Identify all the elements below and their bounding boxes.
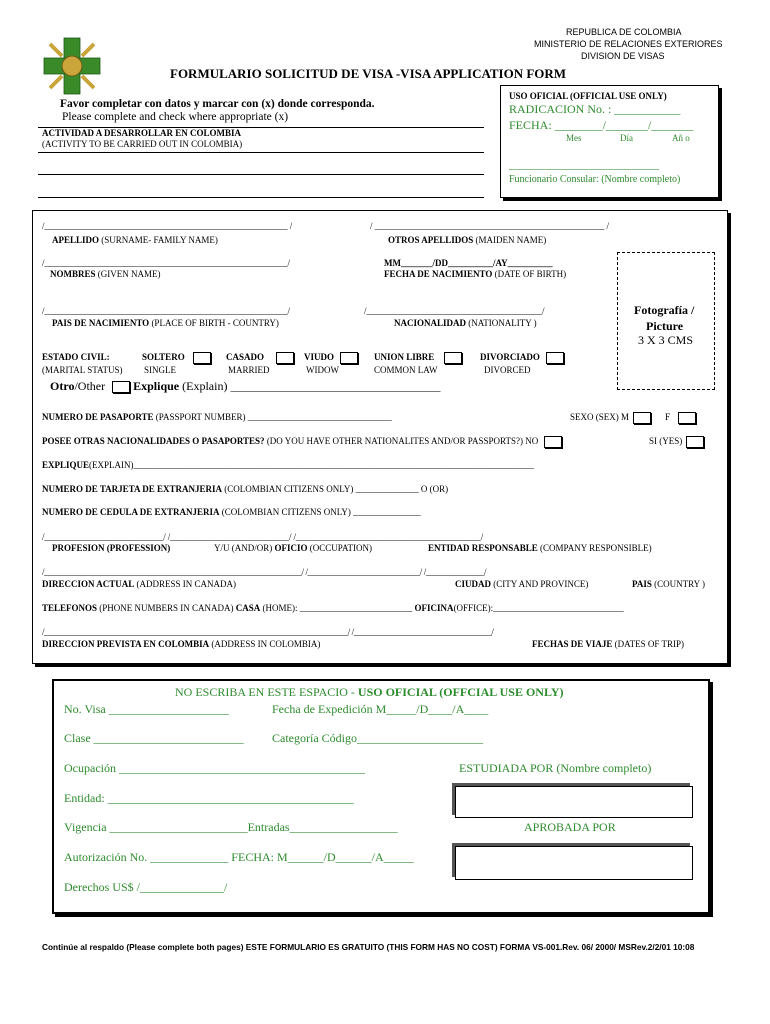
issue-date-field[interactable]: Fecha de Expedición M_____/D____/A____ — [272, 702, 489, 716]
married-label-en: MARRIED — [228, 365, 270, 375]
passport-label-bold: NUMERO DE PASAPORTE — [42, 412, 154, 422]
official-bottom-title-b: USO OFICIAL (OFFCIAL USE ONLY) — [357, 685, 564, 699]
explain2-field[interactable]: (EXPLAIN)_________________________________________________________________________________________ — [89, 460, 535, 470]
marital-status-label-en: (MARITAL STATUS) — [42, 365, 123, 375]
explain-label-en: (Explain) — [182, 379, 228, 393]
profession-label: (PROFESSION) — [106, 543, 171, 553]
fees-field[interactable]: Derechos US$ /______________/ — [64, 880, 228, 894]
address-label-bold: DIRECCION ACTUAL — [42, 579, 135, 589]
surname-label-bold: APELLIDO — [52, 235, 100, 245]
visa-number-field[interactable]: No. Visa ____________________ — [64, 702, 229, 716]
other-nationalities-label-bold: POSEE OTRAS NACIONALIDADES O PASAPORTES? — [42, 436, 265, 447]
intro-en: Please complete and check where appropriate (x) — [62, 111, 289, 123]
studied-by-label: ESTUDIADA POR (Nombre completo) — [459, 761, 652, 775]
foreigner-card-label-bold: NUMERO DE TARJETA DE EXTRANJERIA — [42, 484, 223, 494]
other-label-es: Otro — [50, 379, 75, 393]
dob-label-bold: FECHA DE NACIMIENTO — [384, 269, 493, 279]
home-label-bold: CASA — [235, 603, 261, 613]
category-code-field[interactable]: Categoría Código_____________________ — [272, 731, 483, 745]
intro-es: Favor completar con datos y marcar con (x) donde corresponda. — [60, 98, 375, 110]
single-label-en: SINGLE — [144, 365, 176, 375]
divorced-checkbox[interactable] — [546, 352, 564, 364]
dia-label: Día — [620, 133, 633, 143]
common-law-label-en: COMMON LAW — [374, 365, 438, 375]
passport-field[interactable]: (PASSPORT NUMBER) ________________________________ — [155, 412, 392, 422]
phones-label-bold: TELEFONOS — [42, 603, 98, 613]
profession-lines[interactable]: /___________________________/ /___________________________/ /__________________________________________/ — [42, 532, 484, 542]
given-label-bold: NOMBRES — [50, 269, 96, 279]
footer-note: Continúe al respaldo (Please complete both pages) ESTE FORMULARIO ES GRATUITO (THIS FORM HAS NO COST) FORMA VS-001.Rev. 06/ 2000/ MSRev.2/2/01 10:08 — [42, 942, 695, 952]
given-name-line[interactable]: /______________________________________________________/ — [42, 258, 291, 268]
foreigner-card-field[interactable]: (COLOMBIAN CITIZENS ONLY) ______________ O (OR) — [224, 484, 449, 494]
entity-field[interactable]: Entidad: _________________________________________ — [64, 791, 354, 805]
marital-status-label: ESTADO CIVIL: — [42, 352, 110, 362]
profession-label-bold: PROFESION — [52, 543, 105, 553]
other-checkbox[interactable] — [112, 381, 130, 393]
home-phone-field[interactable]: (HOME): _________________________ — [262, 603, 413, 613]
colombia-address-label-bold: DIRECCION PREVISTA EN COLOMBIA — [42, 639, 210, 649]
other-label-en: /Other — [74, 379, 106, 393]
company-label-bold: ENTIDAD RESPONSABLE — [428, 543, 538, 553]
dob-label: (DATE OF BIRTH) — [494, 269, 567, 279]
colombia-address-lines[interactable]: /___________________________________________________________________________/ /__________________________________/ — [42, 627, 494, 637]
birthplace-label: (PLACE OF BIRTH - COUNTRY) — [151, 318, 279, 328]
nationality-label-bold: NACIONALIDAD — [394, 318, 467, 328]
photo-label-en: Picture — [646, 319, 684, 333]
radicacion-field[interactable]: RADICACION No. : ___________ — [509, 102, 681, 116]
activity-line-1[interactable] — [38, 174, 484, 175]
common-law-label: UNION LIBRE — [374, 352, 435, 363]
other-nationalities-yes-label: SI (YES) — [649, 436, 683, 447]
widow-label-en: WIDOW — [306, 365, 339, 375]
maiden-label: (MAIDEN NAME) — [475, 235, 547, 245]
divorced-label-en: DIVORCED — [484, 365, 531, 375]
official-top-title: USO OFICIAL (OFFICIAL USE ONLY) — [509, 91, 667, 101]
birthplace-label-bold: PAIS DE NACIMIENTO — [52, 318, 150, 328]
republic-line: REPUBLICA DE COLOMBIA — [566, 27, 682, 37]
sex-f-label: F — [665, 412, 671, 423]
occupation-prefix: Y/U (AND/OR) — [214, 543, 273, 553]
ministry-line: MINISTERIO DE RELACIONES EXTERIORES — [534, 39, 723, 49]
nationality-line[interactable]: /_______________________________________/ — [364, 306, 545, 316]
office-phone-field[interactable]: (OFFICE):_____________________________ — [453, 603, 624, 613]
address-label: (ADDRESS IN CANADA) — [136, 579, 237, 589]
single-label: SOLTERO — [142, 352, 185, 363]
photo-size: 3 X 3 CMS — [638, 333, 694, 347]
single-checkbox[interactable] — [193, 352, 211, 364]
city-label: (CITY AND PROVINCE) — [493, 579, 589, 589]
common-law-checkbox[interactable] — [444, 352, 462, 364]
address-lines[interactable]: /______________________________________________________________/ /___________________________/ /______________/ — [42, 567, 487, 577]
activity-label-es: ACTIVIDAD A DESARROLLAR EN COLOMBIA — [42, 128, 242, 138]
other-nationalities-yes-checkbox[interactable] — [686, 436, 704, 448]
other-nationalities-label: (DO YOU HAVE OTHER NATIONALITES AND/OR PASSPORTS?) NO — [266, 436, 539, 447]
trip-dates-label-bold: FECHAS DE VIAJE — [532, 639, 613, 649]
city-label-bold: CIUDAD — [455, 579, 491, 589]
activity-line-2[interactable] — [38, 197, 484, 198]
activity-label-en: (ACTIVITY TO BE CARRIED OUT IN COLOMBIA) — [42, 139, 243, 149]
validity-entries-field[interactable]: Vigencia _______________________Entradas__________________ — [64, 820, 398, 834]
colombia-address-label: (ADDRESS IN COLOMBIA) — [211, 639, 321, 649]
surname-label: (SURNAME- FAMILY NAME) — [101, 235, 218, 245]
occupation-official-field[interactable]: Ocupación _________________________________________ — [64, 761, 365, 775]
sex-f-checkbox[interactable] — [678, 412, 696, 424]
foreigner-id-field[interactable]: (COLOMBIAN CITIZENS ONLY) _______________ — [221, 507, 421, 517]
country-label: (COUNTRY ) — [654, 579, 706, 589]
birthplace-line[interactable]: /______________________________________________________/ — [42, 306, 291, 316]
explain2-label-bold: EXPLIQUE — [42, 460, 90, 470]
sex-m-checkbox[interactable] — [633, 412, 651, 424]
mes-label: Mes — [566, 133, 582, 143]
authorization-field[interactable]: Autorización No. _____________ FECHA: M______/D______/A_____ — [64, 850, 414, 864]
ano-label: Añ o — [672, 133, 690, 143]
colombia-seal-logo — [40, 36, 104, 96]
occupation-label: (OCCUPATION) — [309, 543, 372, 553]
maiden-label-bold: OTROS APELLIDOS — [388, 235, 474, 245]
surname-line[interactable]: /______________________________________________________ / — [42, 221, 293, 231]
fecha-field[interactable]: FECHA: ________/_______/_______ — [509, 118, 694, 132]
photo-label-es: Fotografía / — [634, 303, 695, 317]
approved-by-label: APROBADA POR — [524, 820, 616, 834]
funcionario-signature-line[interactable]: ______________________________ — [509, 160, 659, 171]
country-label-bold: PAIS — [632, 579, 652, 589]
company-label: (COMPANY RESPONSIBLE) — [540, 543, 652, 553]
official-bottom-title-a: NO ESCRIBA EN ESTE ESPACIO - — [175, 685, 358, 699]
studied-by-box[interactable] — [455, 786, 693, 818]
married-label: CASADO — [226, 352, 265, 363]
occupation-label-bold: OFICIO — [274, 543, 308, 553]
given-label: (GIVEN NAME) — [97, 269, 161, 279]
funcionario-label: Funcionario Consular: (Nombre completo) — [509, 174, 681, 185]
other-explain-line[interactable]: __________________________________________ — [230, 382, 441, 393]
maiden-name-line[interactable]: / ___________________________________________________ / — [370, 221, 610, 231]
explain-label-es: Explique — [133, 379, 180, 393]
foreigner-id-label-bold: NUMERO DE CEDULA DE EXTRANJERIA — [42, 507, 220, 517]
division-line: DIVISION DE VISAS — [581, 51, 665, 61]
married-checkbox[interactable] — [276, 352, 294, 364]
phones-label: (PHONE NUMBERS IN CANADA) — [99, 603, 234, 613]
office-label-bold: OFICINA — [414, 603, 454, 613]
nationality-label: (NATIONALITY ) — [468, 318, 537, 328]
form-title: FORMULARIO SOLICITUD DE VISA -VISA APPLICATION FORM — [170, 66, 567, 81]
divorced-label: DIVORCIADO — [480, 352, 540, 363]
date-of-birth-field[interactable]: MM_______/DD__________/AY__________ — [384, 258, 553, 268]
widow-checkbox[interactable] — [340, 352, 358, 364]
sex-label: SEXO (SEX) M — [570, 412, 630, 423]
widow-label: VIUDO — [304, 352, 335, 363]
other-nationalities-no-checkbox[interactable] — [544, 436, 562, 448]
class-field[interactable]: Clase _________________________ — [64, 731, 244, 745]
approved-by-box[interactable] — [455, 846, 693, 880]
trip-dates-label: (DATES OF TRIP) — [614, 639, 684, 649]
